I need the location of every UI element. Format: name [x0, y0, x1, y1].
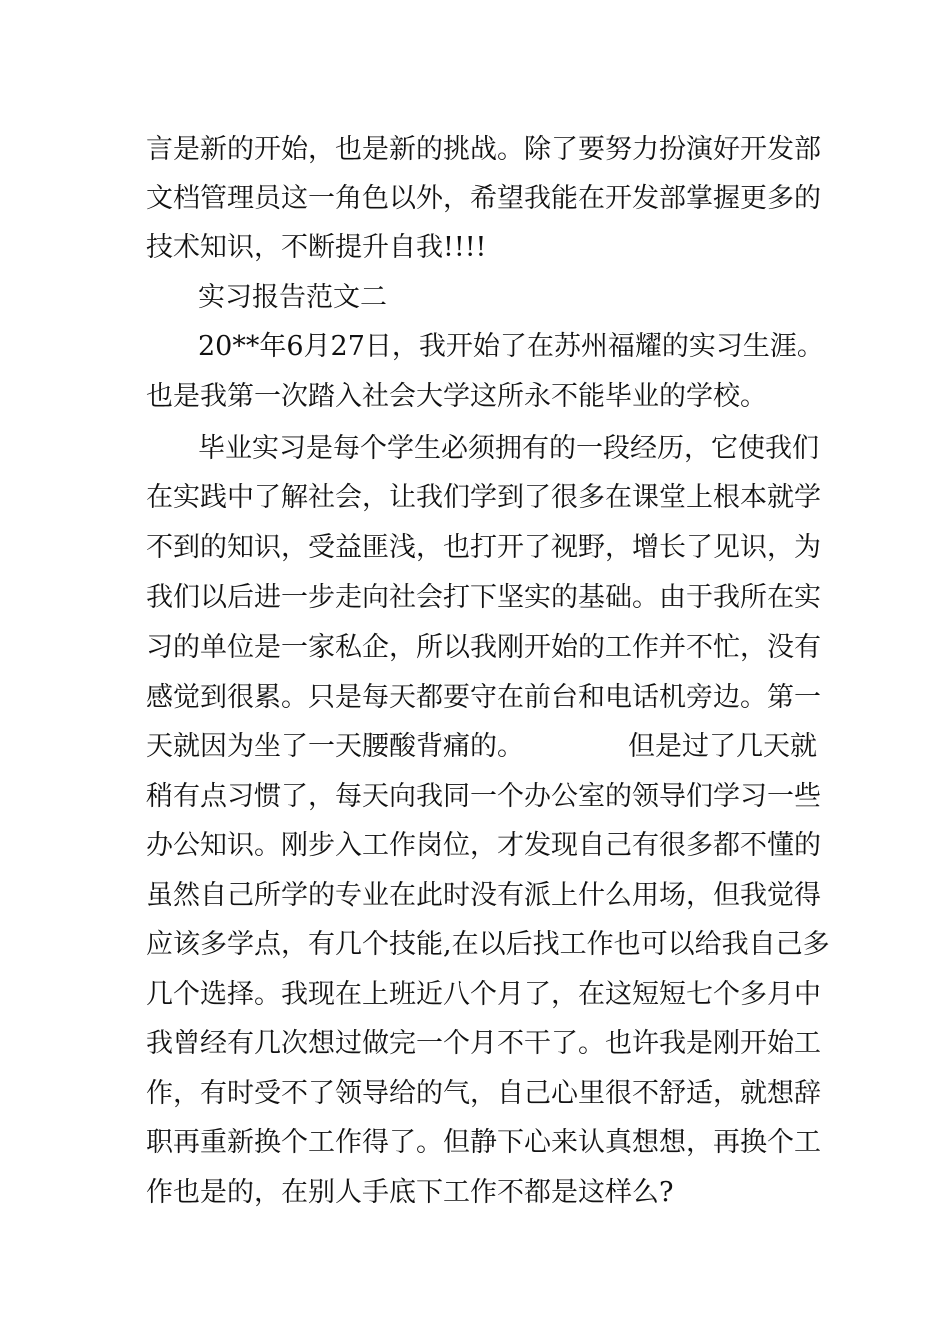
text-line: 不到的知识，受益匪浅，也打开了视野，增长了见识，为: [146, 532, 821, 563]
text-line: 技术知识，不断提升自我!!!!: [146, 232, 487, 263]
text-line: 在实践中了解社会，让我们学到了很多在课堂上根本就学: [146, 482, 821, 513]
text-line: [146, 722, 816, 772]
text-line: 职再重新换个工作得了。但静下心来认真想想，再换个工: [146, 1127, 821, 1158]
text-line: 我曾经有几次想过做完一个月不干了。也许我是刚开始工: [146, 1028, 821, 1059]
text-line: 作也是的，在别人手底下工作不都是这样么?: [146, 1177, 674, 1208]
text-line: 文档管理员这一角色以外，希望我能在开发部掌握更多的: [146, 183, 821, 214]
text-line: 感觉到很累。只是每天都要守在前台和电话机旁边。第一: [146, 682, 821, 713]
section-heading: 实习报告范文二: [198, 282, 387, 313]
text-segment: 但是过了几天就: [628, 731, 817, 762]
text-line: 毕业实习是每个学生必须拥有的一段经历，它使我们: [198, 433, 819, 464]
text-line: 办公知识。刚步入工作岗位，才发现自己有很多都不懂的: [146, 830, 821, 861]
text-line: 虽然自己所学的专业在此时没有派上什么用场，但我觉得: [146, 880, 821, 911]
text-line: 稍有点习惯了，每天向我同一个办公室的领导们学习一些: [146, 781, 821, 812]
text-line: 应该多学点，有几个技能,在以后找工作也可以给我自己多: [146, 929, 830, 960]
text-line: 我们以后进一步走向社会打下坚实的基础。由于我所在实: [146, 582, 821, 613]
text-line: 20**年6月27日，我开始了在苏州福耀的实习生涯。: [198, 331, 824, 362]
text-line: 作，有时受不了领导给的气，自己心里很不舒适，就想辞: [146, 1078, 821, 1109]
text-line: 言是新的开始，也是新的挑战。除了要努力扮演好开发部: [146, 134, 821, 165]
text-line: 几个选择。我现在上班近八个月了，在这短短七个多月中: [146, 979, 821, 1010]
text-line: 习的单位是一家私企，所以我刚开始的工作并不忙，没有: [146, 632, 821, 663]
text-segment: 天就因为坐了一天腰酸背痛的。: [146, 731, 524, 762]
text-line: 也是我第一次踏入社会大学这所永不能毕业的学校。: [146, 381, 767, 412]
